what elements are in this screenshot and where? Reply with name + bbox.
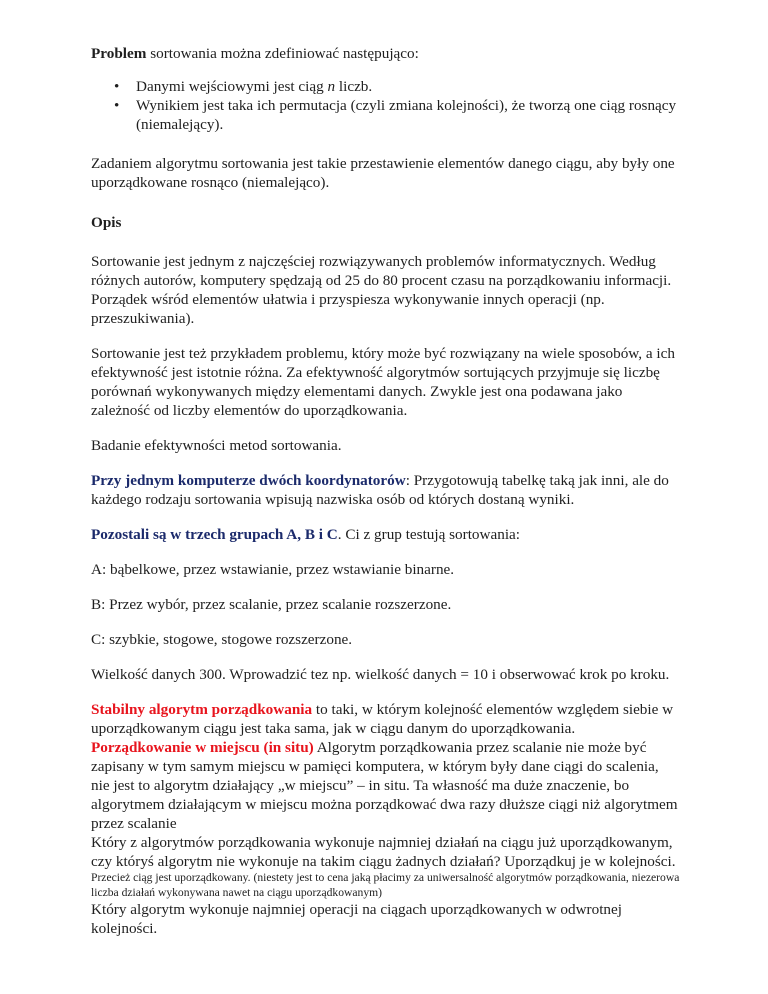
problem-intro: [91, 44, 681, 63]
list-item: [91, 96, 681, 134]
bullet-text: Danymi wejściowymi jest ciąg: [136, 78, 328, 95]
coordinators-bold: Przy jednym komputerze dwóch koordynatorów: [91, 472, 406, 489]
opis-paragraph-1: Sortowanie jest jednym z najczęściej rozwiązywanych problemów informatycznych. Według różnych autorów, komputery spędzają od 25 do 80 procent czasu na porządkowaniu informacji. Porządek wśród elementów ułatwia i przyspiesza wykonywanie innych operacji (np. przeszukiwania).: [91, 253, 672, 327]
bullet-text-after: liczb.: [335, 78, 373, 95]
question-1: Który z algorytmów porządkowania wykonuje najmniej działań na ciągu już uporządkowanym, czy któryś algorytm nie wykonuje na takim ciągu żadnych działań? Uporządkuj je w kolejności.: [91, 834, 676, 870]
group-c: C: szybkie, stogowe, stogowe rozszerzone.: [91, 631, 353, 648]
bullet-icon: •: [114, 78, 120, 95]
stable-text: to taki, w którym kolejność elementów względem siebie w uporządkowanym ciągu jest taka sama, jak w ciągu danym do uporządkowania.: [91, 701, 674, 737]
opis-paragraph-2: Sortowanie jest też przykładem problemu, który może być rozwiązany na wiele sposobów, a ich efektywność jest istotnie różna. Za efektywność algorytmów sortujących przyjmuje się liczbę porównań wykonywanych między elementami danych. Zwykle jest ona podawana jako zależność od liczby elementów do uporządkowania.: [91, 345, 675, 419]
group-a: A: bąbelkowe, przez wstawianie, przez wstawianie binarne.: [91, 561, 455, 578]
efficiency-paragraph: Badanie efektywności metod sortowania.: [91, 437, 342, 454]
data-size-paragraph: Wielkość danych 300. Wprowadzić tez np. wielkość danych = 10 i obserwować krok po kroku.: [91, 666, 670, 683]
coordinators-paragraph: [91, 471, 681, 509]
bullet-italic: n: [327, 78, 336, 95]
question-2: Który algorytm wykonuje najmniej operacji na ciągach uporządkowanych w odwrotnej kolejności.: [91, 901, 622, 937]
document-page: [91, 44, 681, 938]
coordinators-rest: : Przygotowują tabelkę taką jak inni, ale do każdego rodzaju sortowania wpisują nazwiska osób od których dostaną wyniki.: [91, 472, 669, 508]
bullet-text: Wynikiem jest taka ich permutacja (czyli zmiana kolejności), że tworzą one ciąg rosnący (niemalejący).: [136, 97, 677, 133]
groups-rest: . Ci z grup testują sortowania:: [337, 526, 520, 543]
list-item: [91, 77, 681, 96]
stable-term: Stabilny algorytm porządkowania: [91, 701, 313, 718]
small-note: Przecież ciąg jest uporządkowany. (niestety jest to cena jaką płacimy za uniwersalność algorytmów porządkowania, niezerowa liczba działań wykonywana nawet na ciągu uporządkowanym): [91, 871, 680, 899]
groups-paragraph: [91, 525, 681, 544]
group-b: B: Przez wybór, przez scalanie, przez scalanie rozszerzone.: [91, 596, 452, 613]
problem-bold: Problem: [91, 45, 147, 62]
in-situ-term: Porządkowanie w miejscu (in situ): [91, 739, 314, 756]
task-paragraph: Zadaniem algorytmu sortowania jest takie przestawienie elementów danego ciągu, aby były one uporządkowane rosnąco (niemalejąco).: [91, 155, 675, 191]
stable-paragraph: [91, 700, 681, 871]
in-situ-text: Algorytm porządkowania przez scalanie nie może być zapisany w tym samym miejscu w pamięci komputera, w którym były dane ciągi do scalenia, nie jest to algorytm działający „w miejscu” – in situ. Ta własność ma duże znaczenie, bo algorytmem działającym w miejscu można porządkować dwa razy dłuższe ciągi niż algorytmem przez scalanie: [91, 739, 678, 832]
bullet-icon: •: [114, 97, 120, 114]
problem-bullets: [91, 77, 681, 134]
groups-bold: Pozostali są w trzech grupach A, B i C: [91, 526, 338, 543]
problem-rest: sortowania można zdefiniować następująco:: [146, 45, 419, 62]
opis-heading: Opis: [91, 214, 122, 231]
